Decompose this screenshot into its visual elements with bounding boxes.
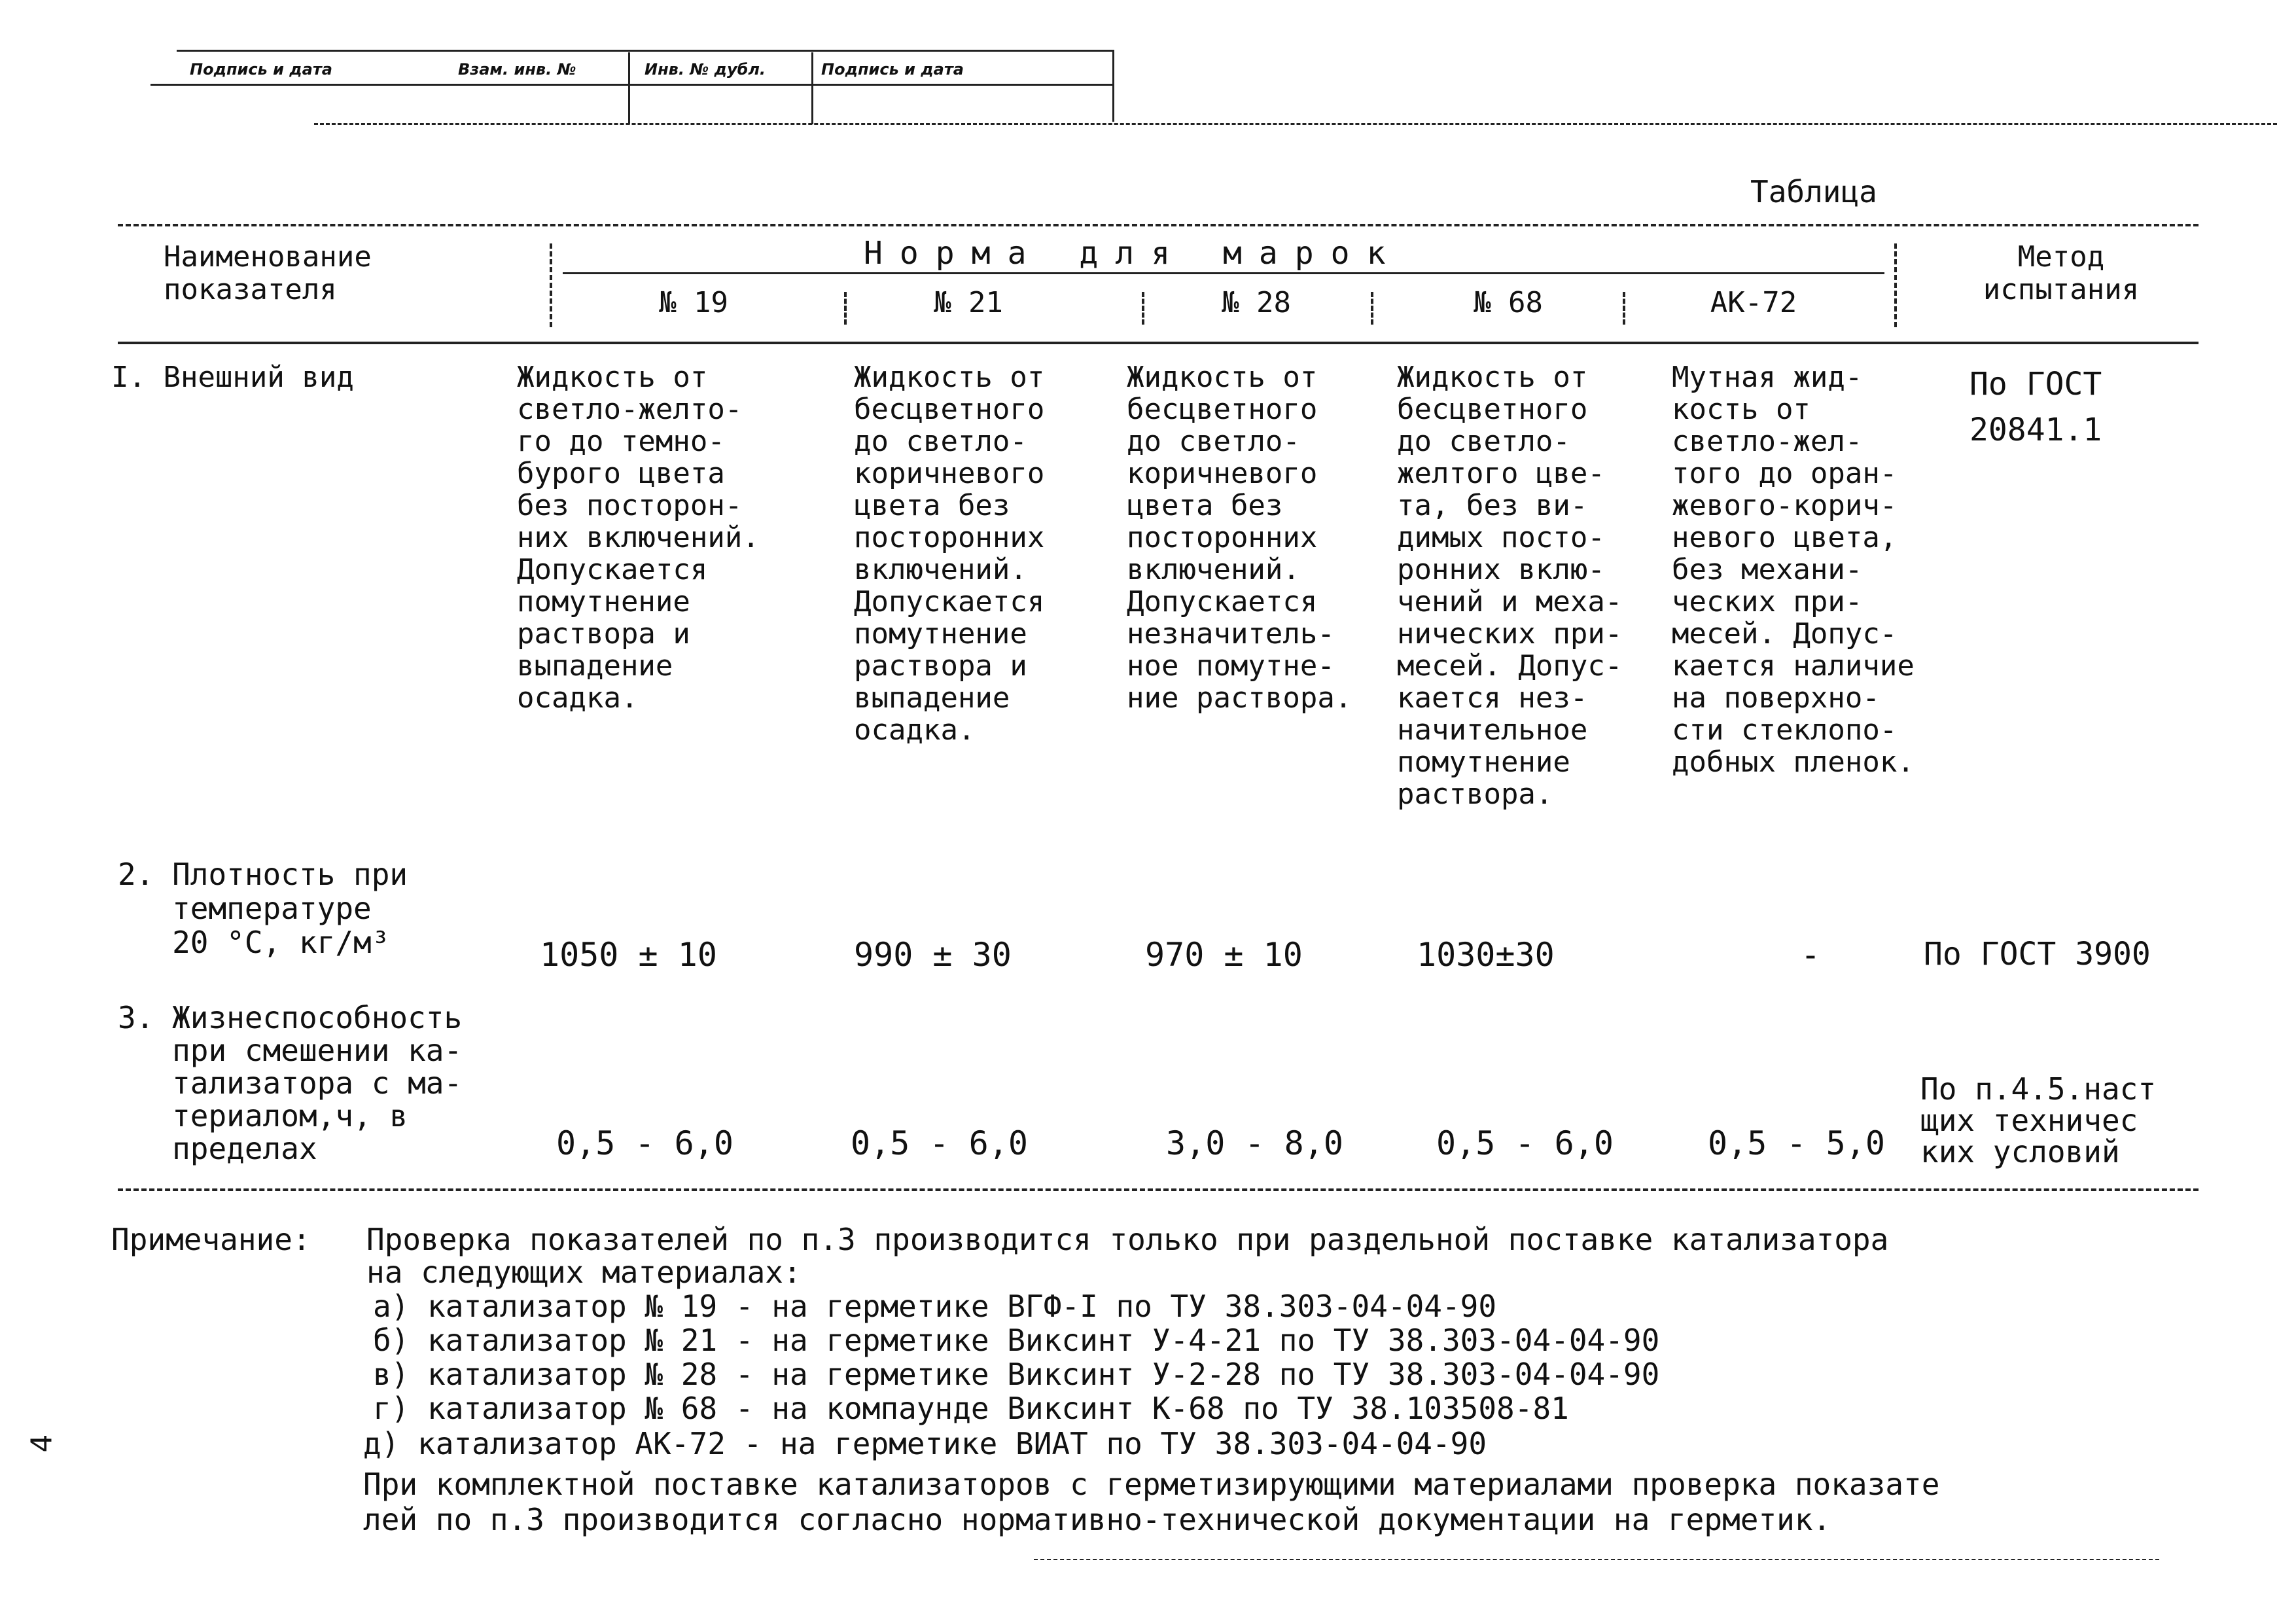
header-bottom-rule [118, 342, 2199, 344]
header-mark-19: № 19 [659, 286, 728, 319]
row-method: По ГОСТ 3900 [1924, 936, 2151, 972]
note-item: б) катализатор № 21 - на герметике Виксинт У-4-21 по ТУ 38.303-04-04-90 [373, 1323, 1660, 1358]
header-top-rule [118, 224, 2199, 226]
row-value-68: 1030±30 [1417, 936, 1555, 974]
header-indicator: Наименование показателя [164, 240, 372, 306]
header-mark-ak72: АК-72 [1710, 286, 1797, 319]
note-item: в) катализатор № 28 - на герметике Виксинт У-2-28 по ТУ 38.303-04-04-90 [373, 1357, 1660, 1392]
stamp-cell-replacement-inv: Взам. инв. № [458, 60, 576, 79]
note-item: г) катализатор № 68 - на компаунде Виксинт К-68 по ТУ 38.103508-81 [373, 1391, 1569, 1426]
page-side-mark: 4 [25, 1434, 59, 1453]
header-sep-2 [1142, 292, 1144, 325]
row-value-19: 1050 ± 10 [540, 936, 717, 974]
stamp-divider-1 [628, 52, 630, 124]
row-indicator: 3. Жизнеспособность при смешении ка- тализатора с ма- териалом,ч, в пределах [118, 1000, 463, 1166]
row-method: По п.4.5.наст щих техничес ких условий [1920, 1071, 2157, 1169]
stamp-bottom-line [314, 123, 2277, 125]
row-indicator: I. Внешний вид [111, 361, 354, 394]
table-title: Таблица [1750, 174, 1877, 209]
row-value-19: 0,5 - 6,0 [556, 1124, 733, 1162]
stamp-cell-signature-date: Подпись и дата [190, 60, 332, 79]
header-sep-1 [844, 292, 847, 325]
stamp-cell-signature-date-2: Подпись и дата [821, 60, 964, 79]
row-value-21: Жидкость от бесцветного до светло- коричневого цвета без посторонних включений. Допускается помутнение раствора и выпадение осадка. [854, 361, 1045, 747]
header-mark-68: № 68 [1474, 286, 1543, 319]
row-value-ak72: - [1801, 936, 1821, 974]
note-closing: лей по п.3 производится согласно нормативно-технической документации на герметик. [363, 1502, 1831, 1537]
row-value-ak72: 0,5 - 5,0 [1708, 1124, 1885, 1162]
row-value-21: 0,5 - 6,0 [851, 1124, 1028, 1162]
row-method: По ГОСТ 20841.1 [1969, 366, 2102, 448]
stamp-divider-2 [811, 52, 813, 124]
row-indicator: 2. Плотность при температуре 20 °C, кг/м³ [118, 857, 408, 960]
note-line: Проверка показателей по п.3 производится только при раздельной поставке катализатора [366, 1222, 1889, 1257]
note-item: а) катализатор № 19 - на герметике ВГФ-I по ТУ 38.303-04-04-90 [373, 1289, 1497, 1324]
note-item: д) катализатор АК-72 - на герметике ВИАТ по ТУ 38.303-04-04-90 [363, 1426, 1487, 1461]
stamp-divider-3 [1112, 50, 1114, 122]
stamp-mid-line [150, 84, 1112, 86]
row-value-28: 3,0 - 8,0 [1166, 1124, 1343, 1162]
header-sep-right [1894, 243, 1897, 327]
header-sub-rule [563, 272, 1884, 274]
header-sep-4 [1623, 292, 1625, 325]
row-value-68: Жидкость от бесцветного до светло- желтого цве- та, без ви- димых посто- ронних вклю- чений и меха- нических при- месей. Допус- кается нез- начительное помутнение раствора. [1397, 361, 1623, 811]
header-norm-group: Норма для марок [864, 235, 1403, 272]
note-closing: При комплектной поставке катализаторов с герметизирующими материалами проверка показате [363, 1467, 1940, 1502]
note-line: на следующих материалах: [366, 1255, 802, 1290]
header-sep-left [550, 243, 552, 327]
row-value-ak72: Мутная жид- кость от светло-жел- того до оран- жевого-корич- невого цвета, без механи- ческих при- месей. Допус- кается наличие на поверхно- сти стеклопо- добных пленок. [1672, 361, 1915, 779]
row-value-21: 990 ± 30 [854, 936, 1012, 974]
note-label: Примечание: [111, 1222, 311, 1257]
footer-dotted-line [1034, 1559, 2159, 1560]
table-bottom-rule [118, 1188, 2199, 1191]
row-value-19: Жидкость от светло-желто- го до темно- бурого цвета без посторон- них включений. Допускается помутнение раствора и выпадение осадка. [517, 361, 760, 715]
header-mark-28: № 28 [1222, 286, 1291, 319]
stamp-cell-duplicate-inv: Инв. № дубл. [645, 60, 766, 79]
header-method: Метод испытания [1983, 240, 2140, 306]
header-sep-3 [1371, 292, 1373, 325]
row-value-28: Жидкость от бесцветного до светло- коричневого цвета без посторонних включений. Допускается незначитель- ное помутне- ние раствора. [1127, 361, 1352, 715]
stamp-top-line [177, 50, 1112, 52]
row-value-68: 0,5 - 6,0 [1436, 1124, 1614, 1162]
row-value-28: 970 ± 10 [1145, 936, 1303, 974]
header-mark-21: № 21 [934, 286, 1003, 319]
